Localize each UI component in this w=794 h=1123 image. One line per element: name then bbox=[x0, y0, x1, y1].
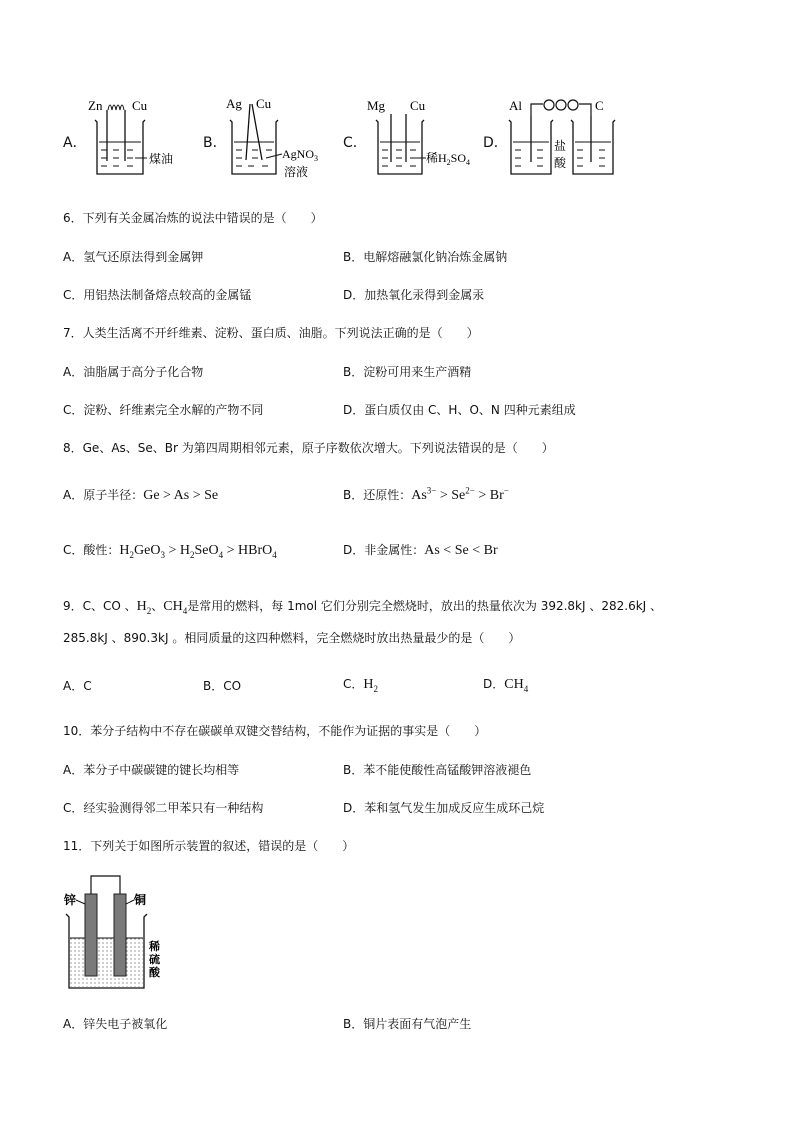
q11-option-a: A．锌失电子被氧化 bbox=[63, 1017, 168, 1031]
q5-option-d-letter: D． bbox=[483, 135, 508, 151]
acid-label-1: 稀 bbox=[149, 941, 160, 953]
q8-stem: 8．Ge、As、Se、Br 为第四周期相邻元素，原子序数依次增大。下列说法错误的是（ ） bbox=[63, 441, 554, 455]
q10-option-c: C．经实验测得邻二甲苯只有一种结构 bbox=[63, 801, 264, 815]
q10-option-d: D．苯和氢气发生加成反应生成环己烷 bbox=[343, 801, 545, 815]
q8-option-a: A．原子半径：Ge > As > Se bbox=[63, 488, 219, 503]
wire bbox=[91, 876, 120, 894]
electrode-right-label: Cu bbox=[256, 96, 272, 111]
liquid-lines bbox=[380, 142, 426, 166]
q6-option-b: B．电解熔融氯化钠冶炼金属钠 bbox=[343, 250, 508, 264]
q8-option-b: B．还原性：$As^{3-} > Se^{2-} > Br^-$ bbox=[343, 485, 509, 503]
q5-figure-c bbox=[364, 96, 484, 180]
electrode-right-label: C bbox=[595, 98, 604, 113]
q9-stem-line2: 285.8kJ 、890.3kJ 。相同质量的这四种燃料，完全燃烧时放出热量最少的是（ ） bbox=[63, 631, 521, 645]
electrode-left-label: Al bbox=[509, 98, 522, 113]
zinc-label: 锌 bbox=[64, 893, 77, 907]
q8-b-formula: $As^{3-} > Se^{2-} > Br^-$ bbox=[411, 485, 509, 503]
zinc-plate bbox=[85, 894, 97, 976]
q6-option-d: D．加热氧化汞得到金属汞 bbox=[343, 288, 485, 302]
liquid-label-2: 酸 bbox=[554, 156, 567, 170]
electrode-left bbox=[246, 104, 250, 160]
q8-c-formula: $H_2GeO_3 > H_2SeO_4$ > HBrO$_4$ bbox=[119, 543, 277, 560]
liquid-label: 稀$H_2SO_4$ bbox=[426, 151, 471, 167]
acid-label-3: 酸 bbox=[149, 967, 160, 979]
q7-option-c: C．淀粉、纤维素完全水解的产物不同 bbox=[63, 403, 264, 417]
electrode-right-label: Cu bbox=[132, 98, 148, 113]
electrode-right-label: Cu bbox=[410, 98, 426, 113]
wire-right bbox=[579, 104, 591, 116]
electrode-right bbox=[252, 104, 262, 160]
wire-left bbox=[531, 104, 543, 116]
q9-option-b: B．CO bbox=[203, 679, 242, 693]
q8-option-c: C．酸性：$H_2GeO_3 > H_2SeO_4$ > HBrO$_4$ bbox=[63, 543, 277, 560]
q9-option-d: D．$CH_4$ bbox=[483, 677, 529, 694]
q9-stem-line1: 9．C、CO 、$H_2$、$CH_4$是常用的燃料，每 1mol 它们分别完全燃烧时，放出的热量依次为 392.8kJ 、282.6kJ 、 bbox=[63, 599, 663, 616]
liquid-lines bbox=[234, 142, 282, 166]
copper-plate bbox=[114, 894, 126, 976]
liquid-label: 煤油 bbox=[149, 152, 174, 166]
electrode-left-label: Mg bbox=[367, 98, 386, 113]
q7-option-a: A．油脂属于高分子化合物 bbox=[63, 365, 204, 379]
liquid-label-1: 盐 bbox=[554, 139, 567, 153]
copper-label: 铜 bbox=[134, 893, 147, 907]
q11-stem: 11．下列关于如图所示装置的叙述，错误的是（ ） bbox=[63, 839, 355, 853]
q10-stem: 10．苯分子结构中不存在碳碳单双键交替结构，不能作为证据的事实是（ ） bbox=[63, 724, 487, 738]
q6-option-c: C．用铝热法制备熔点较高的金属锰 bbox=[63, 288, 252, 302]
electrode-left-label: Ag bbox=[226, 96, 242, 111]
q5-option-b-letter: B． bbox=[203, 135, 227, 151]
q5-figure-a bbox=[85, 96, 195, 180]
q5-option-c-letter: C． bbox=[343, 135, 367, 151]
wire-coil bbox=[108, 105, 124, 110]
q8-a-formula: Ge > As > Se bbox=[143, 488, 219, 503]
q10-option-a: A．苯分子中碳碳键的键长均相等 bbox=[63, 763, 240, 777]
q5-figure-b bbox=[222, 96, 332, 182]
q6-stem: 6．下列有关金属冶炼的说法中错误的是（ ） bbox=[63, 211, 323, 225]
q6-option-a: A．氢气还原法得到金属钾 bbox=[63, 250, 204, 264]
q8-option-d: D．非金属性：As < Se < Br bbox=[343, 543, 498, 558]
q5-figure-d bbox=[505, 96, 620, 180]
acid-label-2: 硫 bbox=[149, 954, 160, 966]
formula-h2: $H_2$ bbox=[136, 599, 152, 616]
liquid-lines bbox=[99, 142, 147, 166]
q7-option-d: D．蛋白质仅由 C、H、O、N 四种元素组成 bbox=[343, 403, 576, 417]
q7-stem: 7．人类生活离不开纤维素、淀粉、蛋白质、油脂。下列说法正确的是（ ） bbox=[63, 326, 479, 340]
q5-option-a-letter: A． bbox=[63, 135, 87, 151]
q11-figure bbox=[62, 870, 172, 995]
formula-ch4: $CH_4$ bbox=[163, 599, 188, 616]
liquid-label: 溶液 bbox=[284, 165, 309, 179]
q7-option-b: B．淀粉可用来生产酒精 bbox=[343, 365, 472, 379]
q11-option-b: B．铜片表面有气泡产生 bbox=[343, 1017, 472, 1031]
q10-option-b: B．苯不能使酸性高锰酸钾溶液褪色 bbox=[343, 763, 532, 777]
q9-option-c: C．$H_2$ bbox=[343, 677, 379, 694]
q9-option-a: A．C bbox=[63, 679, 92, 693]
acid-liquid bbox=[70, 938, 143, 987]
liquid-formula: AgNO$_3$ bbox=[282, 147, 318, 163]
q8-d-formula: As < Se < Br bbox=[424, 543, 498, 558]
electrode-left-label: Zn bbox=[88, 98, 103, 113]
